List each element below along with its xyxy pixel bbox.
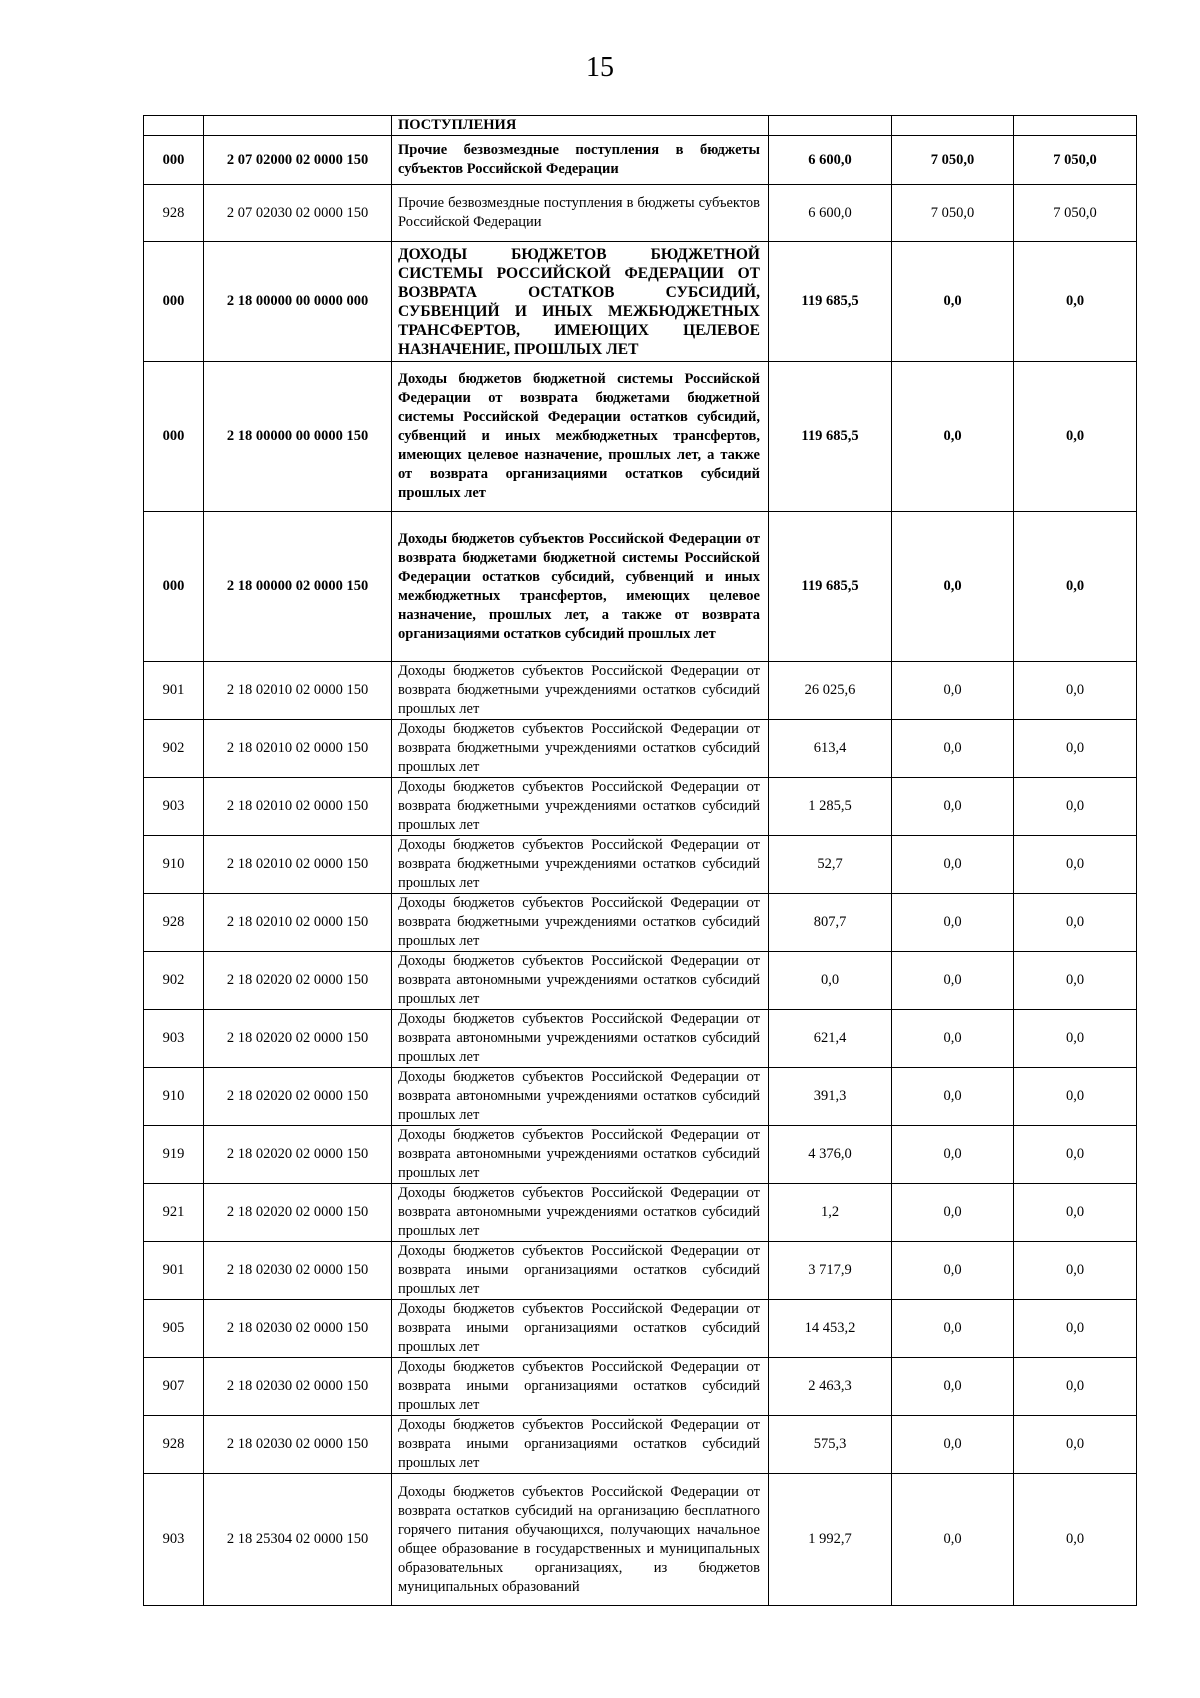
amount-year3-cell: 0,0 (1014, 1300, 1137, 1358)
income-name-cell: Доходы бюджетов субъектов Российской Федерации от возврата автономными учреждениями остатков субсидий прошлых лет (392, 1068, 769, 1126)
amount-year2-cell: 0,0 (892, 1126, 1014, 1184)
income-name-cell: Доходы бюджетов субъектов Российской Федерации от возврата остатков субсидий на организацию бесплатного горячего питания обучающихся, получающих начальное общее образование в государственных и муниципальных образовательных организациях, из бюджетов муниципальных образований (392, 1474, 769, 1606)
table-row (144, 1068, 1137, 1126)
budget-code-cell: 2 18 02030 02 0000 150 (204, 1242, 392, 1300)
amount-year2-cell: 0,0 (892, 512, 1014, 662)
income-name-cell: Доходы бюджетов бюджетной системы Российской Федерации от возврата бюджетами бюджетной системы Российской Федерации остатков субсидий, субвенций и иных межбюджетных трансфертов, имеющих целевое назначение, прошлых лет, а также от возврата организациями остатков субсидий прошлых лет (392, 362, 769, 512)
admin-code-cell: 903 (144, 778, 204, 836)
amount-year3-cell: 0,0 (1014, 720, 1137, 778)
table-row (144, 1358, 1137, 1416)
income-name-cell: Доходы бюджетов субъектов Российской Федерации от возврата автономными учреждениями остатков субсидий прошлых лет (392, 1126, 769, 1184)
table-row (144, 362, 1137, 512)
income-table (143, 115, 1137, 1606)
table-row (144, 136, 1137, 185)
table-row (144, 662, 1137, 720)
income-name-cell: Доходы бюджетов субъектов Российской Федерации от возврата иными организациями остатков субсидий прошлых лет (392, 1416, 769, 1474)
amount-year2-cell: 0,0 (892, 1358, 1014, 1416)
amount-year3-cell: 0,0 (1014, 242, 1137, 362)
amount-year1-cell: 119 685,5 (769, 362, 892, 512)
table-row (144, 116, 1137, 136)
amount-year2-cell: 7 050,0 (892, 136, 1014, 185)
admin-code-cell: 905 (144, 1300, 204, 1358)
amount-year3-cell: 0,0 (1014, 1242, 1137, 1300)
budget-code-cell: 2 18 02030 02 0000 150 (204, 1300, 392, 1358)
amount-year2-cell (892, 116, 1014, 136)
table-row (144, 1010, 1137, 1068)
budget-code-cell: 2 18 02020 02 0000 150 (204, 1184, 392, 1242)
budget-code-cell: 2 18 02020 02 0000 150 (204, 1010, 392, 1068)
budget-code-cell: 2 18 00000 02 0000 150 (204, 512, 392, 662)
income-name-cell: Доходы бюджетов субъектов Российской Федерации от возврата автономными учреждениями остатков субсидий прошлых лет (392, 1010, 769, 1068)
amount-year3-cell: 0,0 (1014, 836, 1137, 894)
amount-year1-cell: 575,3 (769, 1416, 892, 1474)
amount-year3-cell: 0,0 (1014, 778, 1137, 836)
admin-code-cell: 928 (144, 185, 204, 242)
income-name-cell: Доходы бюджетов субъектов Российской Федерации от возврата бюджетными учреждениями остатков субсидий прошлых лет (392, 894, 769, 952)
amount-year1-cell: 1 285,5 (769, 778, 892, 836)
table-row (144, 242, 1137, 362)
amount-year1-cell: 6 600,0 (769, 185, 892, 242)
amount-year3-cell: 0,0 (1014, 1010, 1137, 1068)
amount-year1-cell: 3 717,9 (769, 1242, 892, 1300)
table-row (144, 1416, 1137, 1474)
budget-code-cell: 2 18 00000 00 0000 000 (204, 242, 392, 362)
budget-code-cell: 2 18 02010 02 0000 150 (204, 720, 392, 778)
income-name-cell: Доходы бюджетов субъектов Российской Федерации от возврата бюджетными учреждениями остатков субсидий прошлых лет (392, 778, 769, 836)
budget-code-cell: 2 07 02030 02 0000 150 (204, 185, 392, 242)
income-name-cell: ДОХОДЫ БЮДЖЕТОВ БЮДЖЕТНОЙ СИСТЕМЫ РОССИЙСКОЙ ФЕДЕРАЦИИ ОТ ВОЗВРАТА ОСТАТКОВ СУБСИДИЙ, СУБВЕНЦИЙ И ИНЫХ МЕЖБЮДЖЕТНЫХ ТРАНСФЕРТОВ, ИМЕЮЩИХ ЦЕЛЕВОЕ НАЗНАЧЕНИЕ, ПРОШЛЫХ ЛЕТ (392, 242, 769, 362)
income-name-cell: Доходы бюджетов субъектов Российской Федерации от возврата иными организациями остатков субсидий прошлых лет (392, 1300, 769, 1358)
amount-year1-cell: 14 453,2 (769, 1300, 892, 1358)
budget-code-cell: 2 18 02030 02 0000 150 (204, 1416, 392, 1474)
income-name-cell: Доходы бюджетов субъектов Российской Федерации от возврата автономными учреждениями остатков субсидий прошлых лет (392, 952, 769, 1010)
budget-code-cell: 2 07 02000 02 0000 150 (204, 136, 392, 185)
table-row (144, 720, 1137, 778)
amount-year2-cell: 0,0 (892, 836, 1014, 894)
table-row (144, 1474, 1137, 1606)
table-row (144, 894, 1137, 952)
amount-year3-cell (1014, 116, 1137, 136)
amount-year1-cell: 1 992,7 (769, 1474, 892, 1606)
amount-year1-cell: 2 463,3 (769, 1358, 892, 1416)
table-row (144, 185, 1137, 242)
amount-year2-cell: 0,0 (892, 778, 1014, 836)
amount-year2-cell: 0,0 (892, 952, 1014, 1010)
budget-code-cell: 2 18 25304 02 0000 150 (204, 1474, 392, 1606)
amount-year1-cell: 0,0 (769, 952, 892, 1010)
amount-year2-cell: 0,0 (892, 894, 1014, 952)
amount-year2-cell: 0,0 (892, 1300, 1014, 1358)
budget-code-cell (204, 116, 392, 136)
admin-code-cell: 903 (144, 1474, 204, 1606)
amount-year1-cell: 6 600,0 (769, 136, 892, 185)
admin-code-cell: 903 (144, 1010, 204, 1068)
admin-code-cell: 000 (144, 242, 204, 362)
amount-year3-cell: 0,0 (1014, 1416, 1137, 1474)
amount-year3-cell: 7 050,0 (1014, 185, 1137, 242)
amount-year3-cell: 0,0 (1014, 1184, 1137, 1242)
amount-year1-cell: 1,2 (769, 1184, 892, 1242)
budget-code-cell: 2 18 02010 02 0000 150 (204, 836, 392, 894)
admin-code-cell: 919 (144, 1126, 204, 1184)
budget-code-cell: 2 18 02010 02 0000 150 (204, 662, 392, 720)
amount-year2-cell: 0,0 (892, 1474, 1014, 1606)
budget-code-cell: 2 18 02010 02 0000 150 (204, 894, 392, 952)
admin-code-cell: 000 (144, 362, 204, 512)
table-row (144, 1242, 1137, 1300)
amount-year2-cell: 0,0 (892, 1010, 1014, 1068)
amount-year3-cell: 0,0 (1014, 894, 1137, 952)
admin-code-cell: 928 (144, 894, 204, 952)
amount-year1-cell: 52,7 (769, 836, 892, 894)
amount-year1-cell: 4 376,0 (769, 1126, 892, 1184)
page-number: 15 (586, 52, 614, 83)
amount-year3-cell: 7 050,0 (1014, 136, 1137, 185)
income-name-cell: Доходы бюджетов субъектов Российской Федерации от возврата иными организациями остатков субсидий прошлых лет (392, 1358, 769, 1416)
income-name-cell: Доходы бюджетов субъектов Российской Федерации от возврата бюджетами бюджетной системы Российской Федерации остатков субсидий, субвенций и иных межбюджетных трансфертов, имеющих целевое назначение, прошлых лет, а также от возврата организациями остатков субсидий прошлых лет (392, 512, 769, 662)
income-name-cell: Доходы бюджетов субъектов Российской Федерации от возврата бюджетными учреждениями остатков субсидий прошлых лет (392, 662, 769, 720)
table-row (144, 836, 1137, 894)
amount-year1-cell: 119 685,5 (769, 242, 892, 362)
income-name-cell: Доходы бюджетов субъектов Российской Федерации от возврата бюджетными учреждениями остатков субсидий прошлых лет (392, 720, 769, 778)
amount-year1-cell: 26 025,6 (769, 662, 892, 720)
table-row (144, 1126, 1137, 1184)
admin-code-cell: 928 (144, 1416, 204, 1474)
budget-code-cell: 2 18 00000 00 0000 150 (204, 362, 392, 512)
amount-year1-cell: 391,3 (769, 1068, 892, 1126)
amount-year1-cell: 119 685,5 (769, 512, 892, 662)
amount-year3-cell: 0,0 (1014, 362, 1137, 512)
income-name-cell: Доходы бюджетов субъектов Российской Федерации от возврата автономными учреждениями остатков субсидий прошлых лет (392, 1184, 769, 1242)
table-row (144, 1300, 1137, 1358)
amount-year2-cell: 0,0 (892, 242, 1014, 362)
amount-year3-cell: 0,0 (1014, 662, 1137, 720)
budget-code-cell: 2 18 02020 02 0000 150 (204, 1068, 392, 1126)
amount-year1-cell (769, 116, 892, 136)
admin-code-cell: 902 (144, 720, 204, 778)
amount-year3-cell: 0,0 (1014, 952, 1137, 1010)
budget-code-cell: 2 18 02020 02 0000 150 (204, 952, 392, 1010)
income-name-cell: Прочие безвозмездные поступления в бюджеты субъектов Российской Федерации (392, 185, 769, 242)
admin-code-cell: 000 (144, 136, 204, 185)
admin-code-cell: 000 (144, 512, 204, 662)
table-row (144, 952, 1137, 1010)
amount-year2-cell: 0,0 (892, 1184, 1014, 1242)
budget-code-cell: 2 18 02030 02 0000 150 (204, 1358, 392, 1416)
income-name-cell: Доходы бюджетов субъектов Российской Федерации от возврата иными организациями остатков субсидий прошлых лет (392, 1242, 769, 1300)
table-row (144, 778, 1137, 836)
amount-year2-cell: 7 050,0 (892, 185, 1014, 242)
income-table-body (144, 116, 1137, 1606)
amount-year2-cell: 0,0 (892, 662, 1014, 720)
admin-code-cell: 902 (144, 952, 204, 1010)
amount-year3-cell: 0,0 (1014, 1068, 1137, 1126)
amount-year1-cell: 621,4 (769, 1010, 892, 1068)
income-name-cell: Доходы бюджетов субъектов Российской Федерации от возврата бюджетными учреждениями остатков субсидий прошлых лет (392, 836, 769, 894)
amount-year2-cell: 0,0 (892, 1068, 1014, 1126)
budget-code-cell: 2 18 02010 02 0000 150 (204, 778, 392, 836)
income-name-cell: ПОСТУПЛЕНИЯ (392, 116, 769, 136)
table-row (144, 512, 1137, 662)
amount-year2-cell: 0,0 (892, 1416, 1014, 1474)
income-name-cell: Прочие безвозмездные поступления в бюджеты субъектов Российской Федерации (392, 136, 769, 185)
amount-year2-cell: 0,0 (892, 1242, 1014, 1300)
table-row (144, 1184, 1137, 1242)
amount-year3-cell: 0,0 (1014, 1126, 1137, 1184)
admin-code-cell: 910 (144, 836, 204, 894)
admin-code-cell: 901 (144, 1242, 204, 1300)
amount-year3-cell: 0,0 (1014, 1474, 1137, 1606)
amount-year1-cell: 807,7 (769, 894, 892, 952)
amount-year2-cell: 0,0 (892, 362, 1014, 512)
amount-year3-cell: 0,0 (1014, 512, 1137, 662)
budget-code-cell: 2 18 02020 02 0000 150 (204, 1126, 392, 1184)
admin-code-cell: 901 (144, 662, 204, 720)
admin-code-cell: 921 (144, 1184, 204, 1242)
admin-code-cell: 907 (144, 1358, 204, 1416)
amount-year1-cell: 613,4 (769, 720, 892, 778)
amount-year3-cell: 0,0 (1014, 1358, 1137, 1416)
admin-code-cell: 910 (144, 1068, 204, 1126)
admin-code-cell (144, 116, 204, 136)
amount-year2-cell: 0,0 (892, 720, 1014, 778)
